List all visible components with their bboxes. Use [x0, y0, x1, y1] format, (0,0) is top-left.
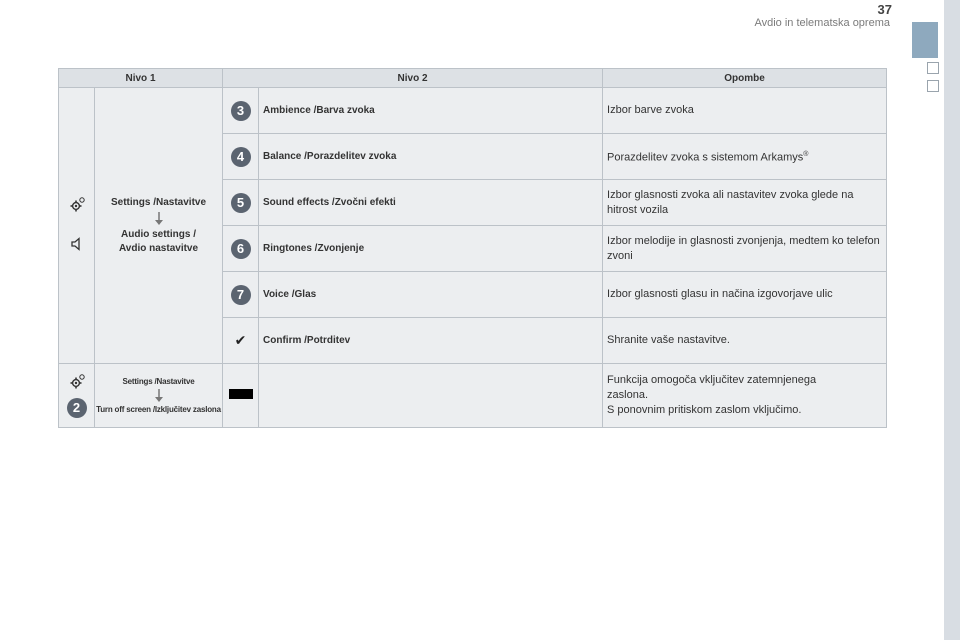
nivo1-settings-label: Settings /Nastavitve — [110, 196, 207, 208]
opombe-line-3: S ponovnim pritiskom zaslom vključimo. — [607, 404, 802, 416]
number-badge: 3 — [231, 101, 251, 121]
opombe-cell: Izbor melodije in glasnosti zvonjenja, medtem ko telefon zvoni — [603, 226, 887, 272]
checkbox-square-1 — [927, 62, 939, 74]
nivo1-text-cell — [95, 88, 223, 364]
table-row — [59, 88, 887, 134]
opombe-cell: Shranite vaše nastavitve. — [603, 318, 887, 364]
nivo1-icons-cell — [59, 364, 95, 428]
number-badge: 4 — [231, 147, 251, 167]
nivo1-icons-cell — [59, 88, 95, 364]
badge-cell — [223, 180, 259, 226]
number-badge: 5 — [231, 193, 251, 213]
nivo2-label: Ringtones /Zvonjenje — [259, 226, 603, 272]
badge-cell — [223, 88, 259, 134]
badge-cell — [223, 134, 259, 180]
checkbox-square-2 — [927, 80, 939, 92]
badge-cell — [223, 226, 259, 272]
opombe-line-1: Funkcija omogoča vključitev zatemnjenega — [607, 374, 817, 386]
page-edge-strip — [944, 0, 960, 640]
registered-mark: ® — [803, 151, 809, 159]
opombe-line-2: zaslona. — [607, 389, 649, 401]
page-number: 37 — [877, 2, 892, 17]
section-title: Avdio in telematska oprema — [754, 17, 890, 29]
opombe-cell — [603, 134, 887, 180]
checkmark-icon: ✔ — [234, 332, 247, 348]
opombe-cell: Izbor glasnosti zvoka ali nastavitev zvoka glede na hitrost vozila — [603, 180, 887, 226]
table-row — [59, 364, 887, 428]
nivo2-label: Ambience /Barva zvoka — [259, 88, 603, 134]
nivo1-audio-label-1: Audio settings / — [121, 228, 196, 240]
number-badge: 6 — [231, 239, 251, 259]
header-opombe: Opombe — [603, 69, 887, 88]
badge-cell — [223, 272, 259, 318]
opombe-text: Porazdelitev zvoka s sistemom Arkamys — [607, 151, 804, 164]
nivo2-label: Voice /Glas — [259, 272, 603, 318]
nivo2-label: Confirm /Potrditev — [259, 318, 603, 364]
down-arrow-icon — [154, 212, 164, 226]
header-nivo2: Nivo 2 — [223, 69, 603, 88]
opombe-cell: Izbor barve zvoka — [603, 88, 887, 134]
header-nivo1: Nivo 1 — [59, 69, 223, 88]
down-arrow-icon — [154, 389, 164, 403]
nivo1-audio-label-2: Avdio nastavitve — [118, 242, 199, 254]
nivo2-label: Sound effects /Zvočni efekti — [259, 180, 603, 226]
nivo1-text-cell — [95, 364, 223, 428]
settings-gear-icon — [68, 373, 86, 391]
black-screen-icon — [229, 389, 253, 399]
opombe-cell — [603, 364, 887, 428]
menu-table — [58, 68, 887, 428]
nivo1-settings-label: Settings /Nastavitve — [122, 376, 195, 386]
table-header-row — [59, 69, 887, 88]
settings-gear-icon — [68, 196, 86, 214]
black-screen-cell — [223, 364, 259, 428]
number-badge: 2 — [67, 398, 87, 418]
nivo1-screen-off-label: Turn off screen /Izključitev zaslona — [96, 404, 221, 414]
nivo2-empty-cell — [259, 364, 603, 428]
badge-cell — [223, 318, 259, 364]
section-tab — [912, 22, 938, 58]
number-badge: 7 — [231, 285, 251, 305]
opombe-cell: Izbor glasnosti glasu in načina izgovorjave ulic — [603, 272, 887, 318]
nivo2-label: Balance /Porazdelitev zvoka — [259, 134, 603, 180]
speaker-icon — [68, 235, 86, 253]
